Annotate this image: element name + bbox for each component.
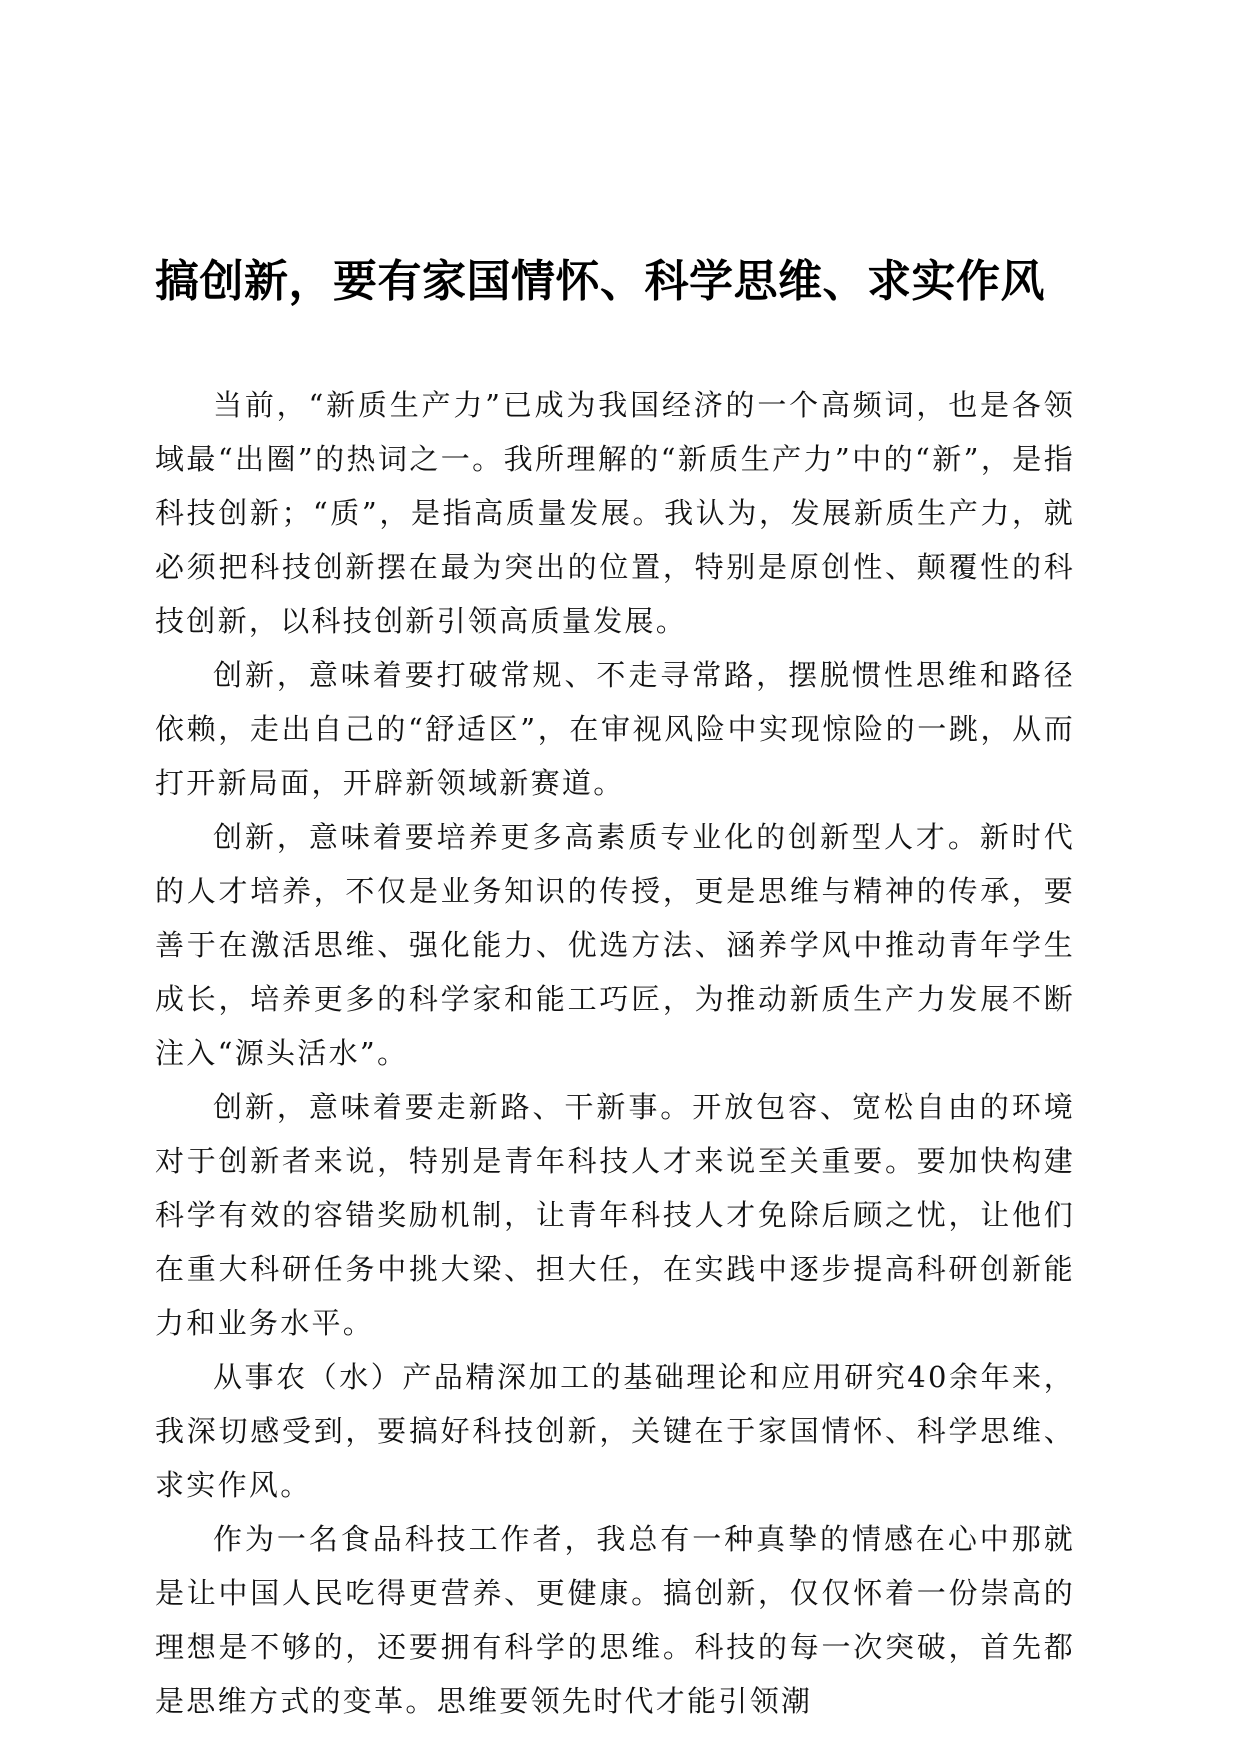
paragraph: 创新，意味着要走新路、干新事。开放包容、宽松自由的环境对于创新者来说，特别是青年科技人才来说至关重要。要加快构建科学有效的容错奖励机制，让青年科技人才免除后顾之忧，让他们在重大科研任务中挑大梁、担大任，在实践中逐步提高科研创新能力和业务水平。 xyxy=(155,1090,1075,1340)
article-body xyxy=(155,378,1075,1728)
paragraph: 创新，意味着要打破常规、不走寻常路，摆脱惯性思维和路径依赖，走出自己的“舒适区”，在审视风险中实现惊险的一跳，从而打开新局面，开辟新领域新赛道。 xyxy=(155,658,1075,800)
paragraph: 作为一名食品科技工作者，我总有一种真挚的情感在心中那就是让中国人民吃得更营养、更健康。搞创新，仅仅怀着一份崇高的理想是不够的，还要拥有科学的思维。科技的每一次突破，首先都是思维方式的变革。思维要领先时代才能引领潮 xyxy=(155,1522,1075,1718)
paragraph: 当前，“新质生产力”已成为我国经济的一个高频词，也是各领域最“出圈”的热词之一。我所理解的“新质生产力”中的“新”，是指科技创新；“质”，是指高质量发展。我认为，发展新质生产力，就必须把科技创新摆在最为突出的位置，特别是原创性、颠覆性的科技创新，以科技创新引领高质量发展。 xyxy=(155,388,1075,638)
paragraph: 创新，意味着要培养更多高素质专业化的创新型人才。新时代的人才培养，不仅是业务知识的传授，更是思维与精神的传承，要善于在激活思维、强化能力、优选方法、涵养学风中推动青年学生成长，培养更多的科学家和能工巧匠，为推动新质生产力发展不断注入“源头活水”。 xyxy=(155,820,1075,1070)
article-title: 搞创新，要有家国情怀、科学思维、求实作风 xyxy=(155,256,1045,307)
paragraph: 从事农（水）产品精深加工的基础理论和应用研究40余年来，我深切感受到，要搞好科技创新，关键在于家国情怀、科学思维、求实作风。 xyxy=(155,1360,1075,1502)
